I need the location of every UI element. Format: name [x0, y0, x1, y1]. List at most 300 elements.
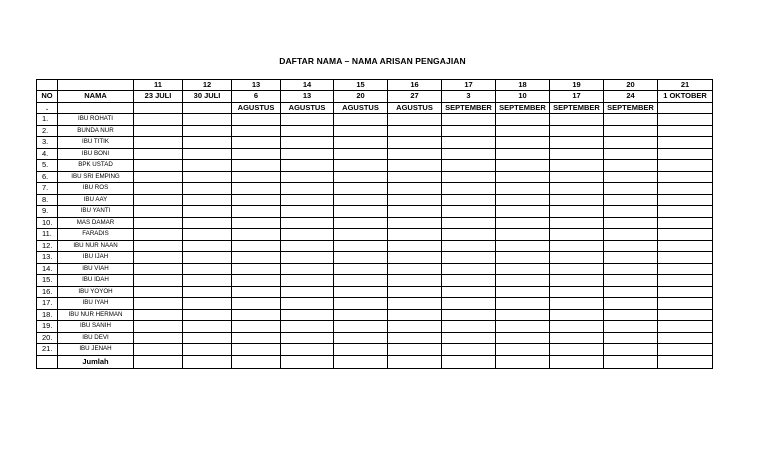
payment-cell	[281, 137, 334, 149]
payment-cell	[496, 275, 550, 287]
payment-cell	[550, 160, 604, 172]
payment-cell	[550, 217, 604, 229]
member-name: IBU ROHATI	[58, 114, 134, 126]
payment-cell	[496, 229, 550, 241]
payment-cell	[183, 229, 232, 241]
date-number-cell: 20	[604, 80, 658, 91]
payment-cell	[604, 183, 658, 195]
payment-cell	[183, 344, 232, 356]
table-row	[37, 309, 713, 321]
payment-cell	[550, 275, 604, 287]
payment-cell	[442, 332, 496, 344]
date-number-cell: 19	[550, 80, 604, 91]
table-row	[37, 194, 713, 206]
payment-cell	[496, 194, 550, 206]
payment-cell	[134, 309, 183, 321]
member-name: IBU IJAH	[58, 252, 134, 264]
payment-cell	[496, 125, 550, 137]
payment-cell	[388, 183, 442, 195]
payment-cell	[550, 125, 604, 137]
header-empty-cell	[37, 80, 58, 91]
member-name: BUNDA NUR	[58, 125, 134, 137]
date-number-cell: 12	[183, 80, 232, 91]
row-number: 16.	[37, 286, 58, 298]
date-day-cell: 1 OKTOBER	[658, 91, 713, 103]
table-row	[37, 183, 713, 195]
payment-cell	[281, 309, 334, 321]
payment-cell	[550, 183, 604, 195]
payment-cell	[388, 240, 442, 252]
date-number-cell: 17	[442, 80, 496, 91]
payment-cell	[442, 240, 496, 252]
payment-cell	[183, 275, 232, 287]
table-row	[37, 148, 713, 160]
payment-cell	[334, 183, 388, 195]
payment-cell	[658, 194, 713, 206]
payment-cell	[496, 332, 550, 344]
payment-cell	[604, 321, 658, 333]
payment-cell	[496, 252, 550, 264]
payment-cell	[496, 160, 550, 172]
row-number: 14.	[37, 263, 58, 275]
member-name: IBU NUR HERMAN	[58, 309, 134, 321]
payment-cell	[334, 125, 388, 137]
payment-cell	[134, 194, 183, 206]
row-number: 3.	[37, 137, 58, 149]
date-number-cell: 13	[232, 80, 281, 91]
member-name: IBU AAY	[58, 194, 134, 206]
payment-cell	[232, 114, 281, 126]
payment-cell	[134, 298, 183, 310]
table-row	[37, 240, 713, 252]
payment-cell	[442, 125, 496, 137]
row-number: 11.	[37, 229, 58, 241]
table-row	[37, 344, 713, 356]
payment-cell	[550, 252, 604, 264]
payment-cell	[442, 344, 496, 356]
payment-cell	[281, 321, 334, 333]
payment-cell	[334, 252, 388, 264]
payment-cell	[334, 298, 388, 310]
payment-cell	[281, 286, 334, 298]
payment-cell	[442, 148, 496, 160]
payment-cell	[134, 137, 183, 149]
payment-cell	[134, 344, 183, 356]
member-name: IBU DEVI	[58, 332, 134, 344]
payment-cell	[604, 240, 658, 252]
payment-cell	[232, 194, 281, 206]
payment-cell	[604, 298, 658, 310]
row-number: 15.	[37, 275, 58, 287]
payment-cell	[134, 217, 183, 229]
payment-cell	[183, 321, 232, 333]
payment-cell	[334, 206, 388, 218]
payment-cell	[388, 206, 442, 218]
payment-cell	[388, 148, 442, 160]
payment-cell	[134, 263, 183, 275]
date-day-cell: 20	[334, 91, 388, 103]
payment-cell	[183, 194, 232, 206]
payment-cell	[658, 298, 713, 310]
payment-cell	[183, 309, 232, 321]
payment-cell	[388, 332, 442, 344]
payment-cell	[134, 229, 183, 241]
payment-cell	[496, 309, 550, 321]
table-row	[37, 160, 713, 172]
table-row	[37, 252, 713, 264]
header-row-numbers	[37, 80, 713, 91]
payment-cell	[232, 263, 281, 275]
payment-cell	[183, 252, 232, 264]
payment-cell	[334, 171, 388, 183]
payment-cell	[134, 125, 183, 137]
payment-cell	[232, 298, 281, 310]
row-number: 12.	[37, 240, 58, 252]
payment-cell	[604, 252, 658, 264]
payment-cell	[658, 148, 713, 160]
payment-cell	[281, 160, 334, 172]
table-row	[37, 332, 713, 344]
payment-cell	[134, 275, 183, 287]
payment-cell	[496, 286, 550, 298]
payment-cell	[388, 344, 442, 356]
payment-cell	[550, 229, 604, 241]
date-number-cell: 21	[658, 80, 713, 91]
payment-cell	[334, 332, 388, 344]
payment-cell	[232, 332, 281, 344]
table-row	[37, 263, 713, 275]
payment-cell	[658, 309, 713, 321]
payment-cell	[604, 275, 658, 287]
payment-cell	[281, 114, 334, 126]
payment-cell	[604, 344, 658, 356]
payment-cell	[232, 321, 281, 333]
payment-cell	[550, 114, 604, 126]
payment-cell	[232, 183, 281, 195]
payment-cell	[334, 114, 388, 126]
payment-cell	[550, 321, 604, 333]
payment-cell	[442, 171, 496, 183]
payment-cell	[658, 286, 713, 298]
payment-cell	[134, 321, 183, 333]
payment-cell	[388, 171, 442, 183]
payment-cell	[442, 263, 496, 275]
header-empty-cell	[58, 103, 134, 114]
row-number: 10.	[37, 217, 58, 229]
header-empty-cell	[58, 80, 134, 91]
payment-cell	[388, 263, 442, 275]
payment-cell	[334, 148, 388, 160]
payment-cell	[388, 125, 442, 137]
date-day-cell: 23 JULI	[134, 91, 183, 103]
payment-cell	[134, 148, 183, 160]
member-name: IBU YOYOH	[58, 286, 134, 298]
payment-cell	[183, 263, 232, 275]
payment-cell	[232, 125, 281, 137]
payment-cell	[496, 344, 550, 356]
total-cell	[550, 355, 604, 368]
payment-cell	[658, 332, 713, 344]
payment-cell	[334, 240, 388, 252]
payment-cell	[232, 344, 281, 356]
payment-cell	[388, 309, 442, 321]
date-month-cell: AGUSTUS	[334, 103, 388, 114]
payment-cell	[388, 298, 442, 310]
row-number: 19.	[37, 321, 58, 333]
payment-cell	[442, 275, 496, 287]
payment-cell	[388, 217, 442, 229]
payment-cell	[658, 252, 713, 264]
payment-cell	[658, 217, 713, 229]
row-number: 9.	[37, 206, 58, 218]
payment-cell	[550, 298, 604, 310]
payment-cell	[496, 183, 550, 195]
row-number: 13.	[37, 252, 58, 264]
payment-cell	[550, 171, 604, 183]
payment-cell	[281, 275, 334, 287]
payment-cell	[550, 286, 604, 298]
payment-cell	[334, 160, 388, 172]
payment-cell	[388, 114, 442, 126]
payment-cell	[134, 114, 183, 126]
header-row-months	[37, 103, 713, 114]
payment-cell	[604, 206, 658, 218]
payment-cell	[183, 298, 232, 310]
payment-cell	[388, 286, 442, 298]
payment-cell	[281, 183, 334, 195]
payment-cell	[334, 275, 388, 287]
payment-cell	[281, 194, 334, 206]
payment-cell	[388, 160, 442, 172]
payment-cell	[281, 240, 334, 252]
total-cell	[604, 355, 658, 368]
date-month-cell: SEPTEMBER	[604, 103, 658, 114]
date-month-cell: AGUSTUS	[281, 103, 334, 114]
payment-cell	[334, 137, 388, 149]
payment-cell	[658, 263, 713, 275]
row-number: 6.	[37, 171, 58, 183]
payment-cell	[183, 240, 232, 252]
payment-cell	[550, 344, 604, 356]
payment-cell	[334, 229, 388, 241]
member-name: IBU TITIK	[58, 137, 134, 149]
table-row	[37, 137, 713, 149]
row-number: 8.	[37, 194, 58, 206]
document-title: DAFTAR NAMA – NAMA ARISAN PENGAJIAN	[279, 56, 466, 66]
payment-cell	[134, 160, 183, 172]
payment-cell	[604, 171, 658, 183]
date-month-cell	[134, 103, 183, 114]
member-name: IBU SANIH	[58, 321, 134, 333]
date-day-cell: 17	[550, 91, 604, 103]
payment-cell	[134, 206, 183, 218]
payment-cell	[232, 309, 281, 321]
payment-cell	[134, 171, 183, 183]
payment-cell	[550, 332, 604, 344]
date-number-cell: 14	[281, 80, 334, 91]
payment-cell	[334, 194, 388, 206]
member-name: IBU YANTI	[58, 206, 134, 218]
payment-cell	[658, 275, 713, 287]
payment-cell	[232, 171, 281, 183]
total-cell	[442, 355, 496, 368]
payment-cell	[496, 137, 550, 149]
date-month-cell	[183, 103, 232, 114]
table-row	[37, 114, 713, 126]
date-day-cell: 24	[604, 91, 658, 103]
payment-cell	[442, 183, 496, 195]
payment-cell	[183, 114, 232, 126]
member-name: IBU SRI EMPING	[58, 171, 134, 183]
table-row	[37, 321, 713, 333]
row-number: 21.	[37, 344, 58, 356]
table-row	[37, 286, 713, 298]
payment-cell	[442, 252, 496, 264]
payment-cell	[134, 240, 183, 252]
payment-cell	[388, 194, 442, 206]
total-cell	[281, 355, 334, 368]
payment-cell	[442, 286, 496, 298]
arisan-table	[36, 79, 713, 369]
payment-cell	[232, 252, 281, 264]
member-name: IBU BONI	[58, 148, 134, 160]
payment-cell	[388, 252, 442, 264]
payment-cell	[442, 114, 496, 126]
payment-cell	[183, 332, 232, 344]
member-name: IBU ROS	[58, 183, 134, 195]
date-number-cell: 15	[334, 80, 388, 91]
total-cell	[496, 355, 550, 368]
payment-cell	[334, 321, 388, 333]
payment-cell	[334, 344, 388, 356]
payment-cell	[134, 252, 183, 264]
payment-cell	[232, 217, 281, 229]
date-day-cell: 3	[442, 91, 496, 103]
header-row-dates	[37, 91, 713, 103]
payment-cell	[550, 206, 604, 218]
date-number-cell: 18	[496, 80, 550, 91]
payment-cell	[496, 240, 550, 252]
total-cell	[232, 355, 281, 368]
payment-cell	[183, 286, 232, 298]
payment-cell	[658, 125, 713, 137]
payment-cell	[281, 298, 334, 310]
payment-cell	[604, 114, 658, 126]
payment-cell	[496, 217, 550, 229]
payment-cell	[281, 263, 334, 275]
payment-cell	[388, 321, 442, 333]
payment-cell	[183, 183, 232, 195]
payment-cell	[232, 206, 281, 218]
payment-cell	[496, 206, 550, 218]
payment-cell	[658, 171, 713, 183]
payment-cell	[183, 160, 232, 172]
row-number: 7.	[37, 183, 58, 195]
payment-cell	[550, 309, 604, 321]
payment-cell	[604, 217, 658, 229]
table-row	[37, 217, 713, 229]
payment-cell	[658, 206, 713, 218]
total-cell	[388, 355, 442, 368]
payment-cell	[442, 298, 496, 310]
date-day-cell: 6	[232, 91, 281, 103]
payment-cell	[658, 240, 713, 252]
payment-cell	[658, 160, 713, 172]
row-number: 2.	[37, 125, 58, 137]
header-no: NO	[37, 91, 58, 103]
member-name: IBU JENAH	[58, 344, 134, 356]
payment-cell	[658, 344, 713, 356]
payment-cell	[232, 148, 281, 160]
payment-cell	[496, 263, 550, 275]
header-name: NAMA	[58, 91, 134, 103]
payment-cell	[658, 321, 713, 333]
payment-cell	[334, 217, 388, 229]
header-no-dot: .	[37, 103, 58, 114]
payment-cell	[334, 286, 388, 298]
payment-cell	[604, 137, 658, 149]
payment-cell	[388, 137, 442, 149]
total-empty-cell	[37, 355, 58, 368]
date-month-cell: AGUSTUS	[388, 103, 442, 114]
payment-cell	[658, 137, 713, 149]
payment-cell	[281, 148, 334, 160]
payment-cell	[604, 286, 658, 298]
total-cell	[134, 355, 183, 368]
total-row	[37, 355, 713, 368]
payment-cell	[442, 194, 496, 206]
payment-cell	[388, 229, 442, 241]
row-number: 20.	[37, 332, 58, 344]
payment-cell	[281, 229, 334, 241]
total-label: Jumlah	[58, 355, 134, 368]
date-month-cell: SEPTEMBER	[550, 103, 604, 114]
member-name: FARADIS	[58, 229, 134, 241]
payment-cell	[442, 217, 496, 229]
payment-cell	[281, 332, 334, 344]
payment-cell	[134, 183, 183, 195]
table-row	[37, 171, 713, 183]
date-month-cell: SEPTEMBER	[442, 103, 496, 114]
table-row	[37, 275, 713, 287]
payment-cell	[183, 148, 232, 160]
payment-cell	[442, 160, 496, 172]
payment-cell	[496, 298, 550, 310]
date-day-cell: 27	[388, 91, 442, 103]
payment-cell	[334, 263, 388, 275]
payment-cell	[281, 125, 334, 137]
payment-cell	[550, 263, 604, 275]
payment-cell	[604, 263, 658, 275]
payment-cell	[658, 229, 713, 241]
payment-cell	[183, 217, 232, 229]
payment-cell	[334, 309, 388, 321]
payment-cell	[604, 229, 658, 241]
payment-cell	[183, 137, 232, 149]
member-name: IBU IYAH	[58, 298, 134, 310]
date-number-cell: 11	[134, 80, 183, 91]
payment-cell	[388, 275, 442, 287]
payment-cell	[281, 171, 334, 183]
date-month-cell: SEPTEMBER	[496, 103, 550, 114]
total-cell	[183, 355, 232, 368]
row-number: 18.	[37, 309, 58, 321]
payment-cell	[604, 194, 658, 206]
payment-cell	[183, 171, 232, 183]
row-number: 17.	[37, 298, 58, 310]
payment-cell	[604, 309, 658, 321]
date-day-cell: 13	[281, 91, 334, 103]
